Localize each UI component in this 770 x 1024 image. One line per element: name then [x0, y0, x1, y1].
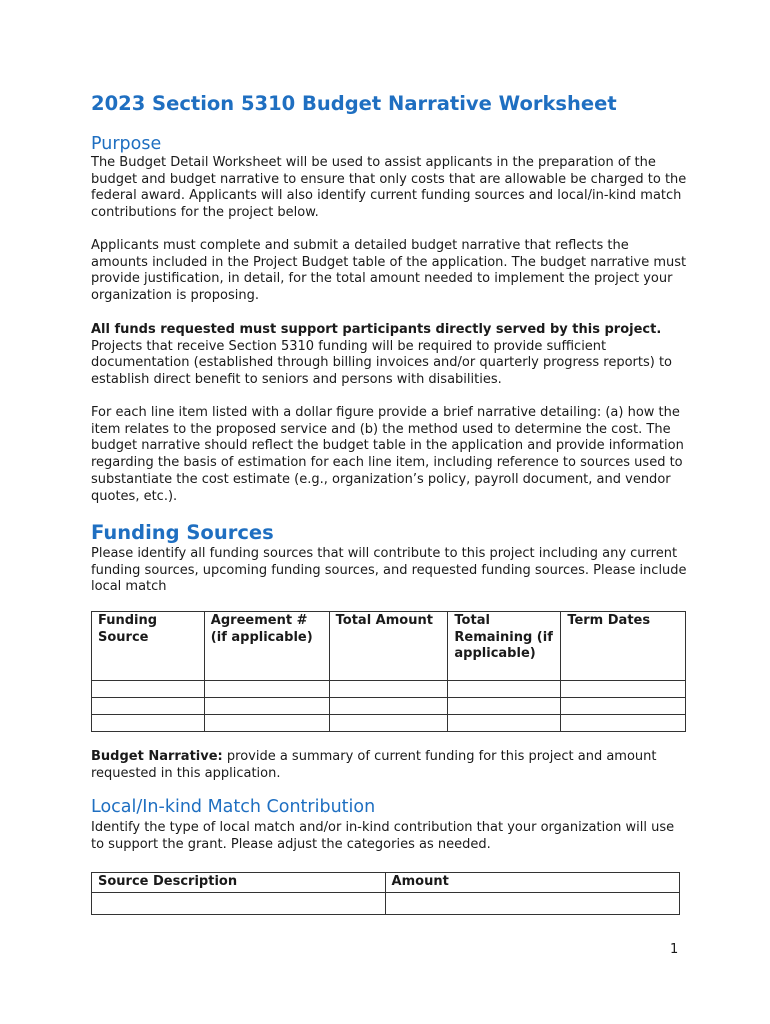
table-cell[interactable] — [448, 681, 561, 698]
table-cell[interactable] — [92, 892, 386, 914]
purpose-heading: Purpose — [91, 134, 162, 154]
purpose-paragraph-3-body: Projects that receive Section 5310 funding will be required to provide sufficient documentation (established through billing invoices and/or quarterly progress reports) to establish direct benefit to seniors and persons with disabilities. — [91, 338, 672, 388]
budget-narrative-note — [91, 749, 687, 782]
table-cell[interactable] — [329, 681, 448, 698]
funding-table-row — [92, 715, 686, 732]
budget-narrative-label: Budget Narrative: — [91, 749, 223, 764]
table-cell[interactable] — [92, 681, 205, 698]
funding-table-header-row — [92, 612, 686, 681]
funding-col-source: Funding Source — [92, 612, 205, 681]
table-cell[interactable] — [204, 698, 329, 715]
funding-sources-heading: Funding Sources — [91, 521, 274, 544]
funding-col-total-amount: Total Amount — [329, 612, 448, 681]
match-intro: Identify the type of local match and/or in-kind contribution that your organization will use to support the grant. Please adjust the categories as needed. — [91, 820, 675, 852]
funding-col-term-dates: Term Dates — [561, 612, 686, 681]
table-cell[interactable] — [92, 715, 205, 732]
match-heading: Local/In-kind Match Contribution — [91, 797, 376, 817]
table-cell[interactable] — [448, 698, 561, 715]
table-cell[interactable] — [204, 681, 329, 698]
table-cell[interactable] — [561, 681, 686, 698]
funding-col-agreement: Agreement # (if applicable) — [204, 612, 329, 681]
funding-sources-table — [91, 611, 686, 732]
funding-table-row — [92, 681, 686, 698]
table-cell[interactable] — [329, 698, 448, 715]
table-cell[interactable] — [385, 892, 679, 914]
purpose-paragraph-2: Applicants must complete and submit a detailed budget narrative that reflects the amounts included in the Project Budget table of the application. The budget narrative must provide justification, in detail, for the total amount needed to implement the project your organization is proposing. — [91, 238, 687, 304]
match-table — [91, 872, 680, 915]
purpose-paragraph-3-emphasis: All funds requested must support participants directly served by this project. — [91, 322, 662, 337]
funding-col-total-remaining: Total Remaining (if applicable) — [448, 612, 561, 681]
purpose-paragraph-3 — [91, 322, 687, 389]
table-cell[interactable] — [561, 698, 686, 715]
match-col-source-description: Source Description — [92, 873, 386, 893]
purpose-paragraph-1: The Budget Detail Worksheet will be used to assist applicants in the preparation of the budget and budget narrative to ensure that only costs that are allowable be charged to the federal award. Applicants will also identify current funding sources and local/in-kind match contributions for the project below. — [91, 155, 687, 221]
purpose-paragraph-4: For each line item listed with a dollar figure provide a brief narrative detailing: (a) how the item relates to the proposed service and (b) the method used to determine the cost. The budget narrative should reflect the budget table in the application and provide information regarding the basis of estimation for each line item, including reference to sources used to substantiate the cost estimate (e.g., organization’s policy, payroll document, and vendor quotes, etc.). — [91, 405, 684, 504]
table-cell[interactable] — [561, 715, 686, 732]
page-number: 1 — [670, 942, 679, 957]
table-cell[interactable] — [204, 715, 329, 732]
table-cell[interactable] — [92, 698, 205, 715]
table-cell[interactable] — [329, 715, 448, 732]
match-table-row — [92, 892, 680, 914]
budget-narrative-body: provide a summary of current funding for this project and amount requested in this application. — [91, 749, 657, 781]
funding-sources-intro: Please identify all funding sources that will contribute to this project including any current funding sources, upcoming funding sources, and requested funding sources. Please include local match — [91, 546, 687, 595]
match-table-header-row — [92, 873, 680, 893]
table-cell[interactable] — [448, 715, 561, 732]
document-title: 2023 Section 5310 Budget Narrative Worksheet — [91, 92, 617, 115]
match-col-amount: Amount — [385, 873, 679, 893]
funding-table-row — [92, 698, 686, 715]
